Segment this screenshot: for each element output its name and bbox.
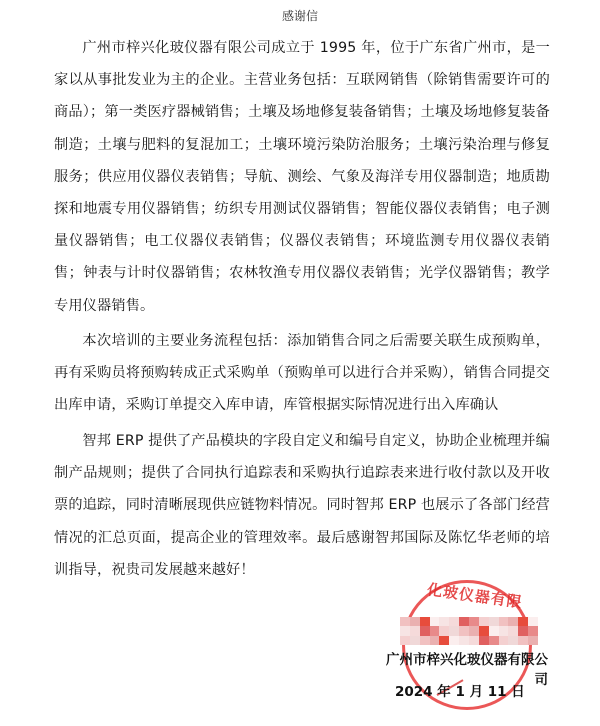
mosaic-cell bbox=[518, 636, 528, 645]
mosaic-cell bbox=[518, 626, 528, 635]
mosaic-cell bbox=[499, 636, 509, 645]
mosaic-cell bbox=[479, 636, 489, 645]
mosaic-cell bbox=[410, 617, 420, 626]
mosaic-cell bbox=[528, 636, 538, 645]
mosaic-cell bbox=[459, 617, 469, 626]
mosaic-cell bbox=[410, 626, 420, 635]
mosaic-cell bbox=[469, 617, 479, 626]
mosaic-cell bbox=[469, 636, 479, 645]
mosaic-cell bbox=[459, 636, 469, 645]
mosaic-cell bbox=[469, 626, 479, 635]
mosaic-cell bbox=[420, 636, 430, 645]
mosaic-cell bbox=[430, 626, 440, 635]
mosaic-cell bbox=[439, 626, 449, 635]
mosaic-cell bbox=[508, 617, 518, 626]
mosaic-cell bbox=[479, 617, 489, 626]
mosaic-cell bbox=[508, 626, 518, 635]
mosaic-cell bbox=[449, 626, 459, 635]
pixelated-redaction bbox=[400, 617, 538, 645]
stamp-arc-text: 化玻仪器有限 bbox=[426, 580, 524, 612]
mosaic-cell bbox=[400, 626, 410, 635]
mosaic-cell bbox=[400, 617, 410, 626]
paragraph-company-intro: 广州市梓兴化玻仪器有限公司成立于 1995 年，位于广东省广州市，是一家以从事批发业为主的企业。主营业务包括：互联网销售（除销售需要许可的商品）；第一类医疗器械销售；土壤及场地修复装备销售；土壤及场地修复装备制造；土壤与肥料的复混加工；土壤环境污染防治服务；土壤污染治理与修复服务；供应用仪器仪表销售；导航、测绘、气象及海洋专用仪器制造；地质勘探和地震专用仪器销售；纺织专用测试仪器销售；智能仪器仪表销售；电子测量仪器销售；电工仪器仪表销售；仪器仪表销售；环境监测专用仪器仪表销售；钟表与计时仪器销售；农林牧渔专用仪器仪表销售；光学仪器销售；教学专用仪器销售。 bbox=[54, 40, 550, 314]
mosaic-cell bbox=[518, 617, 528, 626]
mosaic-cell bbox=[489, 626, 499, 635]
mosaic-cell bbox=[420, 617, 430, 626]
signature-company: 广州市梓兴化玻仪器有限公司 bbox=[386, 652, 548, 688]
paragraph-erp-thanks: 智邦 ERP 提供了产品模块的字段自定义和编号自定义，协助企业梳理并编制产品规则；提供了合同执行追踪表和采购执行追踪表来进行收付款以及开收票的追踪，同时清晰展现供应链物料情况。同时智邦 ERP 也展示了各部门经营情况的汇总页面，提高企业的管理效率。最后感谢智邦国际及陈忆华老师的培训指导，祝贵司发展越来越好！ bbox=[54, 433, 550, 578]
mosaic-cell bbox=[489, 636, 499, 645]
mosaic-cell bbox=[430, 617, 440, 626]
mosaic-cell bbox=[430, 636, 440, 645]
mosaic-cell bbox=[449, 617, 459, 626]
mosaic-cell bbox=[508, 636, 518, 645]
mosaic-cell bbox=[489, 617, 499, 626]
mosaic-cell bbox=[400, 636, 410, 645]
paragraph-training-process: 本次培训的主要业务流程包括：添加销售合同之后需要关联生成预购单，再有采购员将预购转成正式采购单（预购单可以进行合并采购），销售合同提交出库申请，采购订单提交入库申请，库管根据实际情况进行出入库确认 bbox=[54, 333, 550, 414]
mosaic-cell bbox=[410, 636, 420, 645]
mosaic-cell bbox=[439, 636, 449, 645]
mosaic-cell bbox=[459, 626, 469, 635]
mosaic-cell bbox=[499, 626, 509, 635]
mosaic-cell bbox=[420, 626, 430, 635]
mosaic-cell bbox=[449, 636, 459, 645]
mosaic-cell bbox=[439, 617, 449, 626]
mosaic-cell bbox=[479, 626, 489, 635]
mosaic-cell bbox=[528, 626, 538, 635]
mosaic-cell bbox=[528, 617, 538, 626]
signature-date: 2024 年 1 月 11 日 bbox=[395, 684, 525, 700]
letter-title: 感谢信 bbox=[281, 9, 318, 23]
mosaic-cell bbox=[499, 617, 509, 626]
